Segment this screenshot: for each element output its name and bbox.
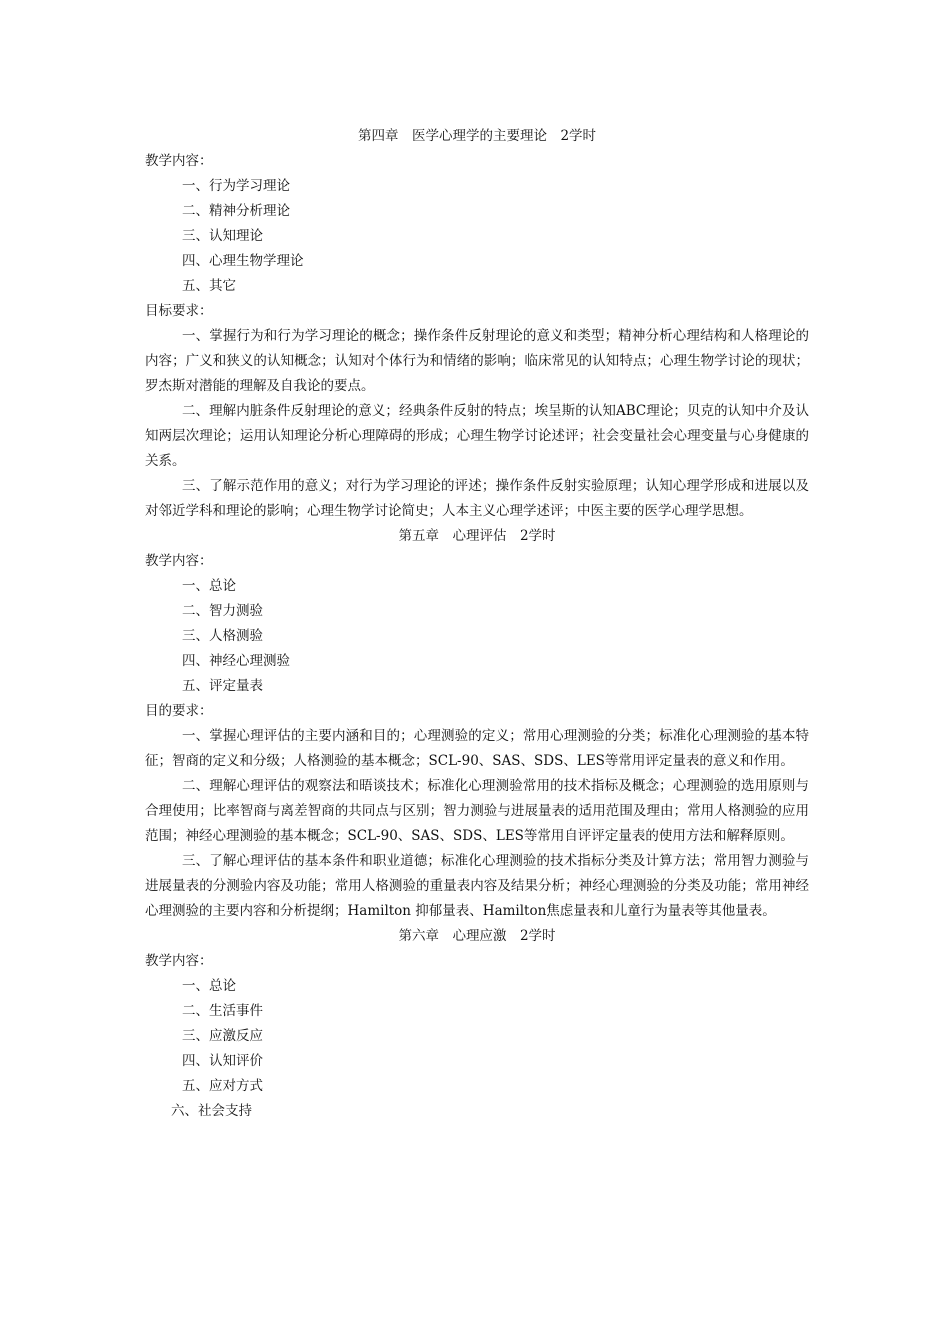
list-item: 一、总论 (182, 578, 236, 594)
list-item: 三、人格测验 (182, 628, 263, 644)
list-item: 三、认知理论 (182, 228, 263, 244)
section-heading: 目的要求： (145, 703, 213, 719)
list-item: 三、应激反应 (182, 1028, 263, 1044)
list-item: 二、精神分析理论 (182, 203, 290, 219)
paragraph: 三、了解示范作用的意义；对行为学习理论的评述；操作条件反射实验原理；认知心理学形成和进展以及对邻近学科和理论的影响；心理生物学讨论简史；人本主义心理学述评；中医主要的医学心理学思想。 (145, 478, 809, 519)
list-item: 二、生活事件 (182, 1003, 263, 1019)
section-heading: 教学内容： (145, 553, 213, 569)
chapter-title: 第四章 医学心理学的主要理论 2学时 (357, 128, 597, 144)
document-page (145, 124, 809, 1124)
list-item: 五、其它 (182, 278, 236, 294)
chapter-title: 第六章 心理应激 2学时 (398, 928, 556, 944)
list-item: 二、智力测验 (182, 603, 263, 619)
paragraph: 二、理解内脏条件反射理论的意义；经典条件反射的特点；埃呈斯的认知ABC理论；贝克的认知中介及认知两层次理论；运用认知理论分析心理障碍的形成；心理生物学讨论述评；社会变量社会心理变量与心身健康的关系。 (145, 403, 809, 469)
list-item: 五、应对方式 (182, 1078, 263, 1094)
paragraph: 二、理解心理评估的观察法和晤谈技术；标准化心理测验常用的技术指标及概念；心理测验的选用原则与合理使用；比率智商与离差智商的共同点与区别；智力测验与进展量表的适用范围及理由；常用人格测验的应用范围；神经心理测验的基本概念；SCL-90、SAS、SDS、LES等常用自评评定量表的使用方法和解释原则。 (145, 778, 809, 844)
list-item: 四、神经心理测验 (182, 653, 290, 669)
list-item: 一、总论 (182, 978, 236, 994)
paragraph: 一、掌握行为和行为学习理论的概念；操作条件反射理论的意义和类型；精神分析心理结构和人格理论的内容；广义和狭义的认知概念；认知对个体行为和情绪的影响；临床常见的认知特点；心理生物学讨论的现状；罗杰斯对潜能的理解及自我论的要点。 (145, 328, 809, 394)
list-item: 六、社会支持 (171, 1103, 252, 1119)
section-heading: 教学内容： (145, 953, 213, 969)
section-heading: 教学内容： (145, 153, 213, 169)
list-item: 一、行为学习理论 (182, 178, 290, 194)
list-item: 五、评定量表 (182, 678, 263, 694)
section-heading: 目标要求： (145, 303, 213, 319)
paragraph: 三、了解心理评估的基本条件和职业道德；标准化心理测验的技术指标分类及计算方法；常用智力测验与进展量表的分测验内容及功能；常用人格测验的重量表内容及结果分析；神经心理测验的分类及功能；常用神经心理测验的主要内容和分析提纲；Hamilton 抑郁量表、Hamilton焦虑量表和儿童行为量表等其他量表。 (145, 853, 809, 919)
list-item: 四、心理生物学理论 (182, 253, 304, 269)
paragraph: 一、掌握心理评估的主要内涵和目的；心理测验的定义；常用心理测验的分类；标准化心理测验的基本特征；智商的定义和分级；人格测验的基本概念；SCL-90、SAS、SDS、LES等常用评定量表的意义和作用。 (145, 728, 809, 769)
list-item: 四、认知评价 (182, 1053, 263, 1069)
chapter-title: 第五章 心理评估 2学时 (398, 528, 556, 544)
